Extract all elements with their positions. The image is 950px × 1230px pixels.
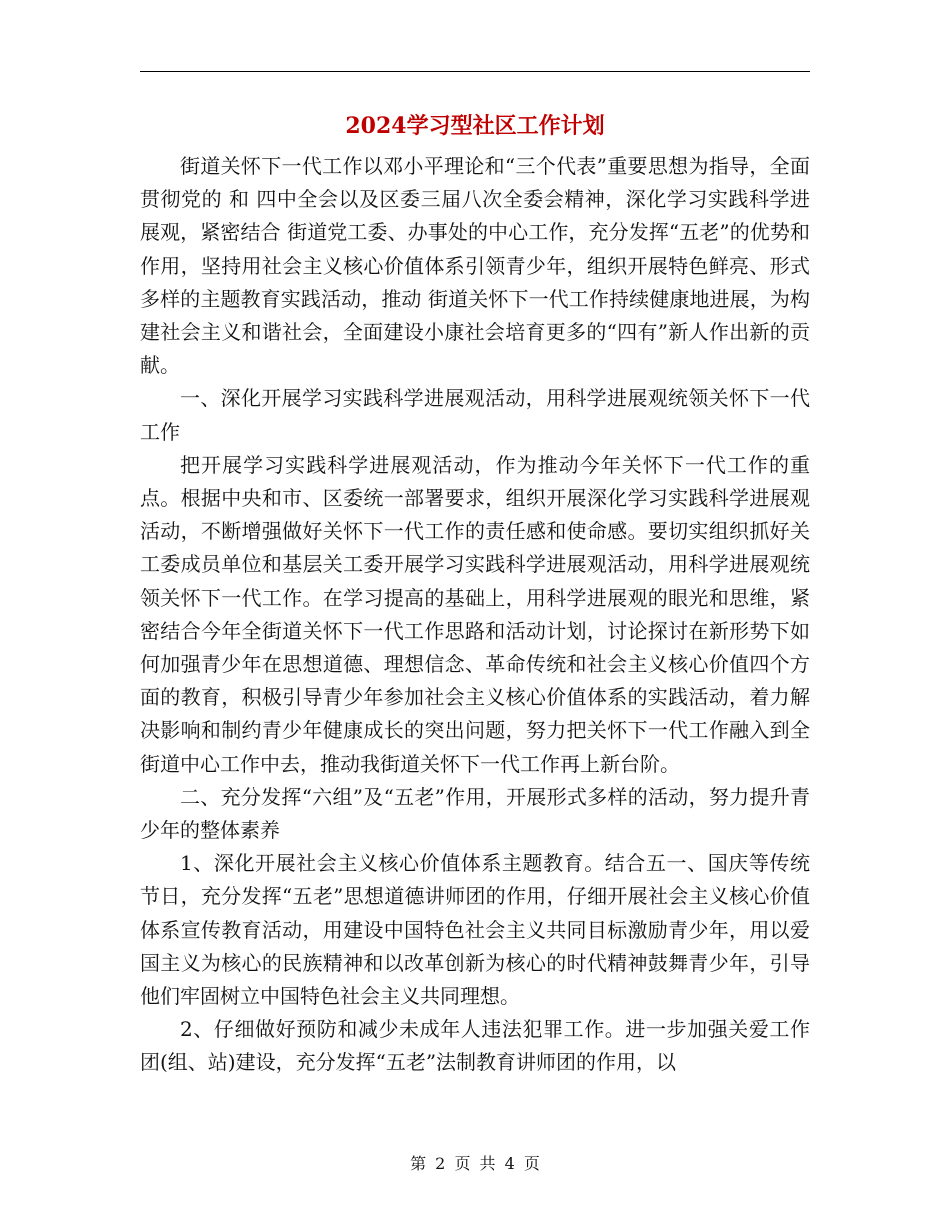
document-title: 2024学习型社区工作计划 [345, 113, 605, 139]
paragraph-item-2: 2、仔细做好预防和减少未成年人违法犯罪工作。进一步加强关爱工作团(组、站)建设，充分发挥“五老”法制教育讲师团的作用，以 [140, 1017, 810, 1075]
section-heading-2: 二、充分发挥“六组”及“五老”作用，开展形式多样的活动，努力提升青少年的整体素养 [140, 784, 810, 843]
page-number-footer: 第 2 页 共 4 页 [410, 1154, 540, 1173]
section-heading-1: 一、深化开展学习实践科学进展观活动，用科学进展观统领关怀下一代工作 [140, 386, 810, 444]
document-body [140, 150, 810, 1080]
paragraph-intro: 街道关怀下一代工作以邓小平理论和“三个代表”重要思想为指导，全面贯彻党的 和 四中全会以及区委三届八次全委会精神，深化学习实践科学进展观，紧密结合 街道党工委、办事处的中心工作，充分发挥“五老”的优势和作用，坚持用社会主义核心价值体系引领青少年，组织开展特色鲜亮、形式多样的主题教育实践活动，推动 街道关怀下一代工作持续健康地进展，为构建社会主义和谐社会，全面建设小康社会培育更多的“四有”新人作出新的贡献。 [140, 154, 810, 378]
header-rule [140, 71, 810, 72]
paragraph-section-1: 把开展学习实践科学进展观活动，作为推动今年关怀下一代工作的重点。根据中央和市、区委统一部署要求，组织开展深化学习实践科学进展观活动，不断增强做好关怀下一代工作的责任感和使命感。要切实组织抓好关工委成员单位和基层关工委开展学习实践科学进展观活动，用科学进展观统领关怀下一代工作。在学习提高的基础上，用科学进展观的眼光和思维，紧密结合今年全街道关怀下一代工作思路和活动计划，讨论探讨在新形势下如何加强青少年在思想道德、理想信念、革命传统和社会主义核心价值四个方面的教育，积极引导青少年参加社会主义核心价值体系的实践活动，着力解决影响和制约青少年健康成长的突出问题，努力把关怀下一代工作融入到全街道中心工作中去，推动我街道关怀下一代工作再上新台阶。 [140, 452, 810, 776]
paragraph-item-1: 1、深化开展社会主义核心价值体系主题教育。结合五一、国庆等传统节日，充分发挥“五老”思想道德讲师团的作用，仔细开展社会主义核心价值体系宣传教育活动，用建设中国特色社会主义共同目标激励青少年，用以爱国主义为核心的民族精神和以改革创新为核心的时代精神鼓舞青少年，引导他们牢固树立中国特色社会主义共同理想。 [140, 851, 810, 1009]
